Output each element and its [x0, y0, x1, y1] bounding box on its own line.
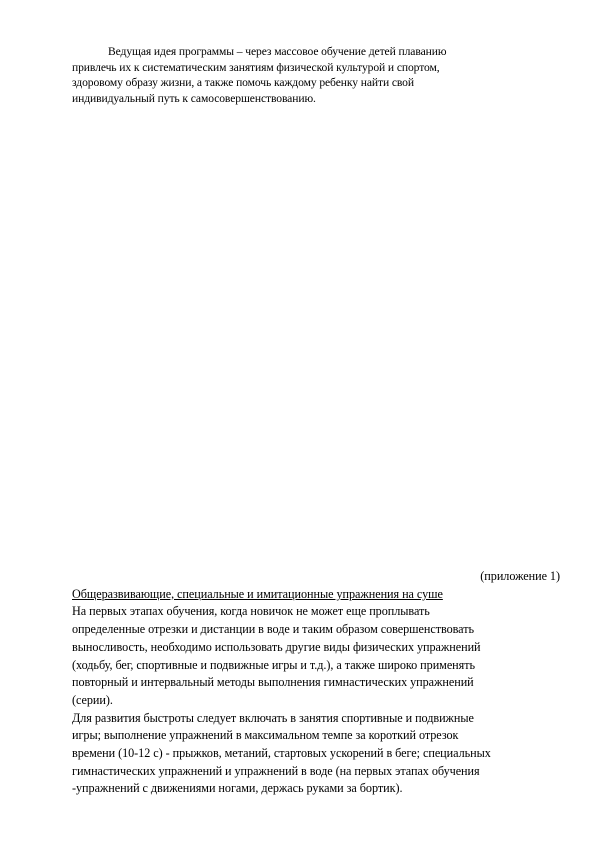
body-line: (ходьбу, бег, спортивные и подвижные игры и т.д.), а также широко применять	[72, 657, 475, 672]
intro-paragraph	[72, 44, 560, 106]
intro-line: Ведущая идея программы – через массовое обучение детей плаванию	[108, 45, 447, 58]
body-line: повторный и интервальный методы выполнения гимнастических упражнений	[72, 675, 474, 690]
body-line: игры; выполнение упражнений в максимальном темпе за короткий отрезок	[72, 728, 459, 743]
intro-line: индивидуальный путь к самосовершенствованию.	[72, 91, 316, 105]
section-heading: Общеразвивающие, специальные и имитационные упражнения на суше	[72, 586, 443, 601]
body-line: выносливость, необходимо использовать другие виды физических упражнений	[72, 639, 481, 654]
body-line: -упражнений с движениями ногами, держась руками за бортик).	[72, 781, 403, 796]
intro-line: здоровому образу жизни, а также помочь каждому ребенку найти свой	[72, 76, 414, 89]
appendix-section	[72, 568, 560, 798]
body-line: (серии).	[72, 692, 113, 707]
body-line: времени (10-12 с) - прыжков, метаний, стартовых ускорений в беге; специальных	[72, 746, 491, 761]
intro-line: привлечь их к систематическим занятиям физической культурой и спортом,	[72, 60, 440, 74]
appendix-note: (приложение 1)	[480, 569, 560, 583]
body-line: гимнастических упражнений и упражнений в воде (на первых этапах обучения	[72, 763, 480, 778]
body-line: Для развития быстроты следует включать в занятия спортивные и подвижные	[72, 710, 474, 725]
body-line: определенные отрезки и дистанции в воде и таким образом совершенствовать	[72, 622, 475, 637]
body-line: На первых этапах обучения, когда новичок не может еще проплывать	[72, 604, 430, 619]
